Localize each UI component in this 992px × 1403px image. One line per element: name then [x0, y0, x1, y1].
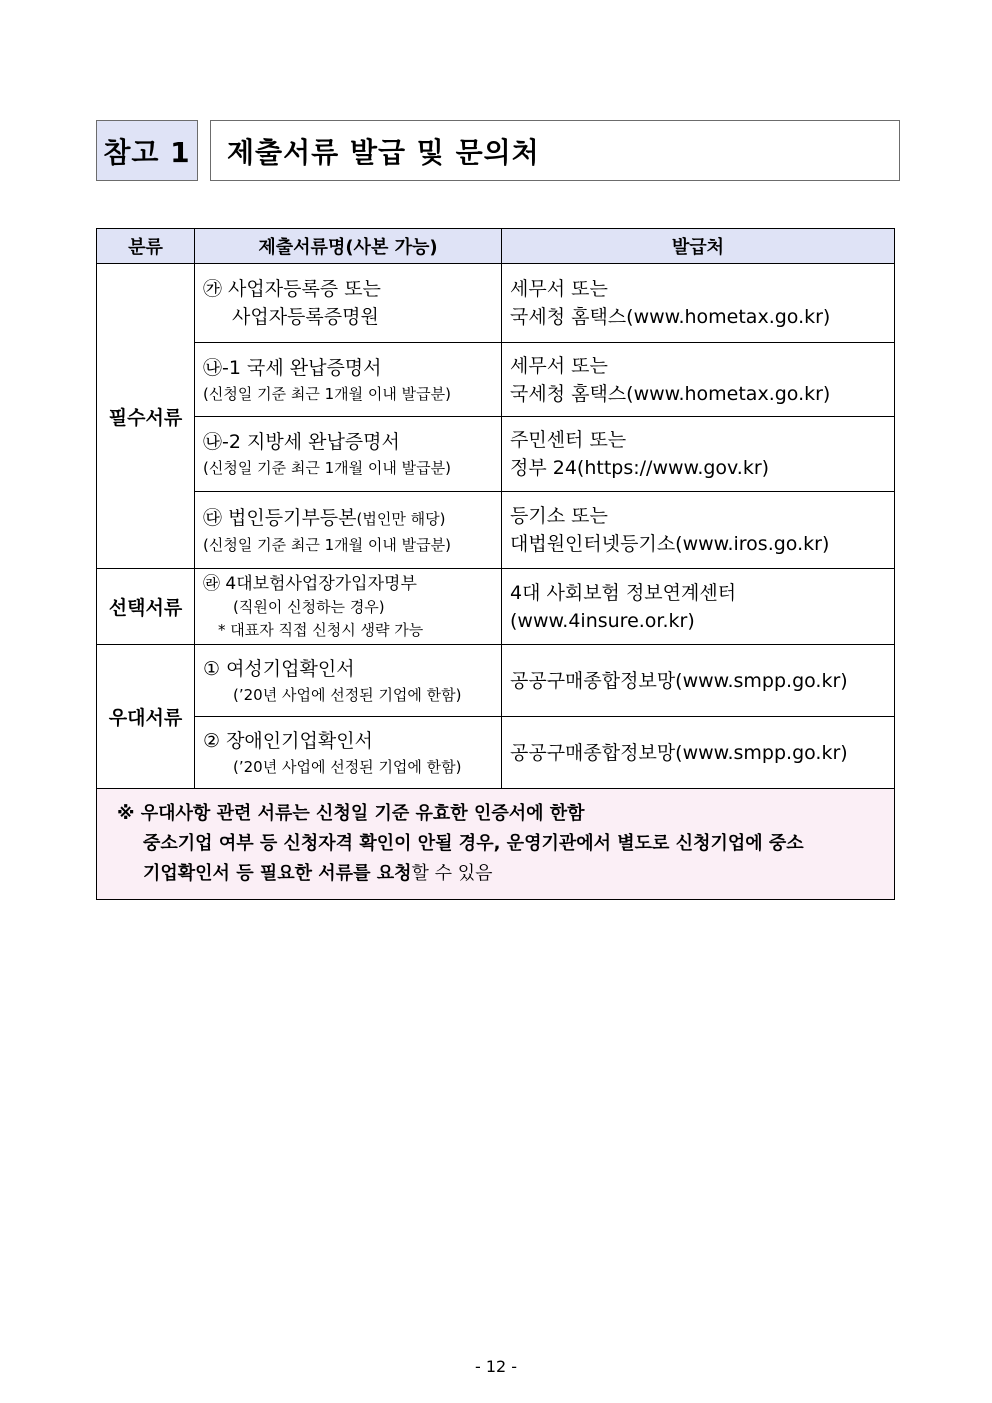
document-name: ㉯-2 지방세 완납증명서	[203, 431, 400, 453]
document-note: (신청일 기준 최근 1개월 이내 발급분)	[203, 535, 451, 554]
document-name: ㉮ 사업자등록증 또는	[203, 278, 381, 300]
issuer-site: 공공구매종합정보망(www.smpp.go.kr)	[510, 669, 848, 692]
document-cell	[195, 417, 502, 492]
note-line-3	[117, 859, 884, 889]
document-name: ㉯-1 국세 완납증명서	[203, 356, 382, 379]
table-row	[97, 417, 895, 492]
table-row	[97, 645, 895, 717]
document-cell	[195, 264, 502, 343]
table-row	[97, 343, 895, 417]
reference-tag: 참고 1	[96, 120, 198, 181]
header-document: 제출서류명(사본 가능)	[195, 229, 502, 264]
document-name-line	[203, 504, 501, 533]
section-heading: 제출서류 발급 및 문의처	[210, 120, 900, 181]
document-note: (신청일 기준 최근 1개월 이내 발급분)	[203, 384, 451, 403]
document-note: (’20년 사업에 선정된 기업에 한함)	[233, 685, 462, 704]
document-name: ② 장애인기업확인서	[203, 729, 373, 752]
issuer-site: 대법원인터넷등기소(www.iros.go.kr)	[510, 533, 830, 555]
table-row	[97, 264, 895, 343]
document-cell	[195, 717, 502, 789]
note-line-3-bold: 기업확인서 등 필요한 서류를 요청	[143, 863, 412, 884]
issuer-site: 정부 24(https://www.gov.kr)	[510, 457, 770, 479]
table-row	[97, 717, 895, 789]
issuer-cell	[502, 492, 895, 569]
issuer-name: 세무서 또는	[510, 354, 608, 377]
note-cell	[97, 789, 895, 900]
document-cell	[195, 492, 502, 569]
documents-table	[96, 228, 895, 900]
document-name-cont: 사업자등록증명원	[232, 306, 379, 328]
issuer-name: 등기소 또는	[510, 505, 608, 527]
document-name: ① 여성기업확인서	[203, 657, 355, 680]
category-optional: 선택서류	[97, 569, 195, 645]
header-category: 분류	[97, 229, 195, 264]
issuer-cell	[502, 717, 895, 789]
issuer-name: 주민센터 또는	[510, 429, 627, 451]
issuer-name: 4대 사회보험 정보연계센터	[510, 581, 737, 604]
note-row	[97, 789, 895, 900]
document-note: (’20년 사업에 선정된 기업에 한함)	[233, 757, 462, 776]
issuer-cell	[502, 569, 895, 645]
issuer-site: 국세청 홈택스(www.hometax.go.kr)	[510, 382, 831, 405]
document-note: (직원이 신청하는 경우)	[233, 597, 385, 616]
note-line-3-rest: 할 수 있음	[411, 863, 493, 884]
issuer-site: 국세청 홈택스(www.hometax.go.kr)	[510, 306, 831, 328]
category-required: 필수서류	[97, 264, 195, 569]
issuer-site: (www.4insure.or.kr)	[510, 609, 695, 632]
page-number: - 12 -	[474, 1357, 518, 1376]
document-footnote: * 대표자 직접 신청시 생략 가능	[218, 620, 424, 639]
issuer-cell	[502, 645, 895, 717]
document-cell	[195, 343, 502, 417]
document-qualifier: (법인만 해당)	[356, 509, 446, 528]
document-cell	[195, 645, 502, 717]
note-line-1: ※ 우대사항 관련 서류는 신청일 기준 유효한 인증서에 한함	[117, 803, 585, 824]
header-issuer: 발급처	[502, 229, 895, 264]
table-row	[97, 492, 895, 569]
category-preferred: 우대서류	[97, 645, 195, 789]
table-row	[97, 569, 895, 645]
document-cell	[195, 569, 502, 645]
issuer-site: 공공구매종합정보망(www.smpp.go.kr)	[510, 741, 848, 764]
issuer-cell	[502, 264, 895, 343]
document-note: (신청일 기준 최근 1개월 이내 발급분)	[203, 459, 451, 477]
section-title	[96, 120, 900, 183]
document-name: ㉱ 4대보험사업장가입자명부	[203, 573, 417, 594]
document-name: ㉰ 법인등기부등본	[203, 506, 357, 529]
table-header-row	[97, 229, 895, 264]
issuer-cell	[502, 343, 895, 417]
issuer-name: 세무서 또는	[510, 278, 608, 300]
note-line-2: 중소기업 여부 등 신청자격 확인이 안될 경우, 운영기관에서 별도로 신청기업에 중소	[143, 833, 804, 854]
issuer-cell	[502, 417, 895, 492]
